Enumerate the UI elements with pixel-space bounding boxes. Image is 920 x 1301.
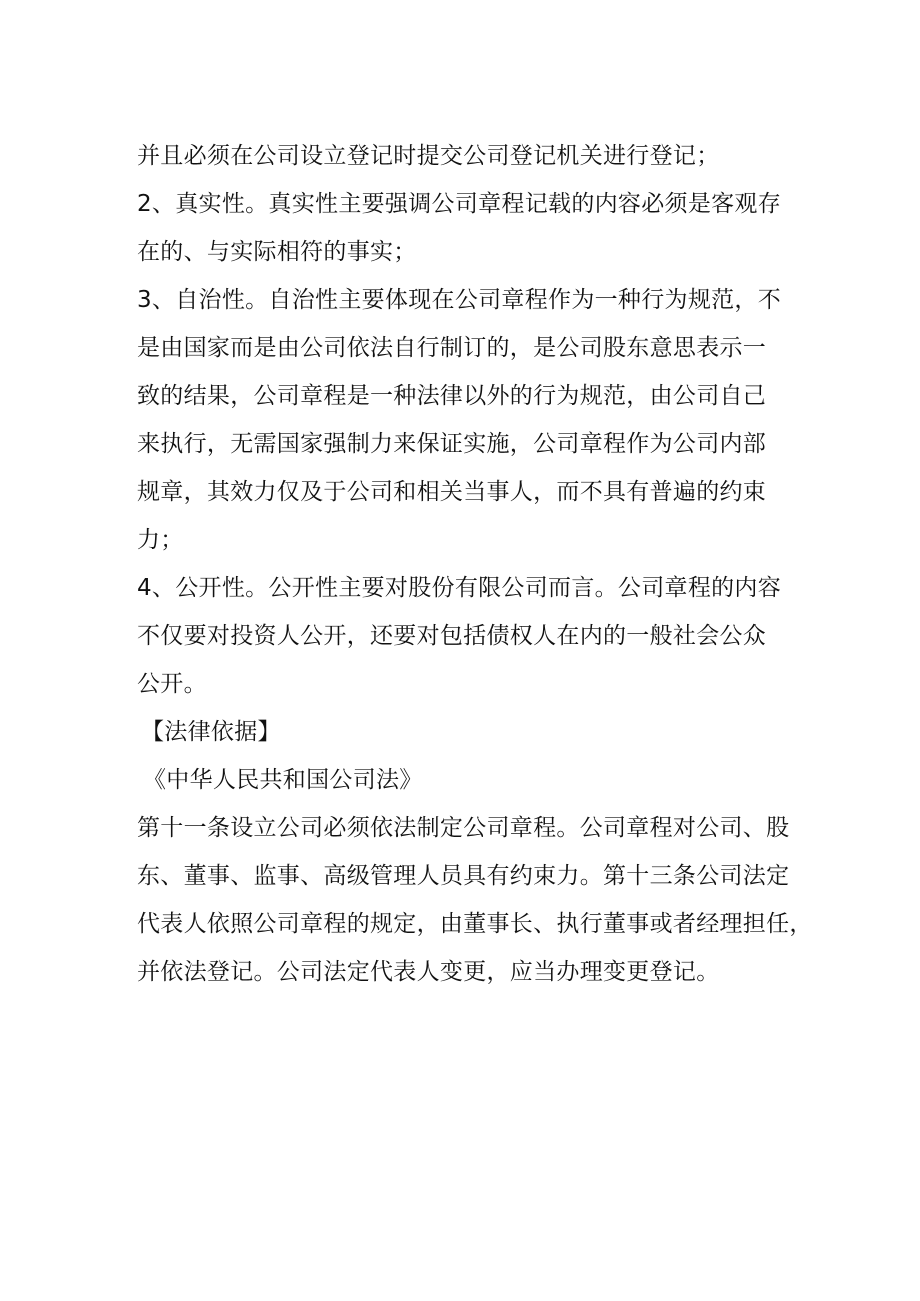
text-line: 不仅要对投资人公开，还要对包括债权人在内的一般社会公众 xyxy=(137,623,767,649)
text-line: 并依法登记。公司法定代表人变更，应当办理变更登记。 xyxy=(137,959,720,985)
text-line: 公开。 xyxy=(137,671,207,697)
text-line: 规章，其效力仅及于公司和相关当事人，而不具有普遍的约束 xyxy=(137,479,767,505)
text-line: 力； xyxy=(137,527,184,553)
text-line: 代表人依照公司章程的规定，由董事长、执行董事或者经理担任， xyxy=(137,911,813,937)
text-line: 东、董事、监事、高级管理人员具有约束力。第十三条公司法定 xyxy=(137,863,790,889)
text-line: 来执行，无需国家强制力来保证实施，公司章程作为公司内部 xyxy=(137,431,767,457)
text-line: 致的结果，公司章程是一种法律以外的行为规范，由公司自己 xyxy=(137,383,767,409)
text-line: 2、真实性。真实性主要强调公司章程记载的内容必须是客观存 xyxy=(137,191,782,217)
law-title: 《中华人民共和国公司法》 xyxy=(143,767,423,793)
text-line: 4、公开性。公开性主要对股份有限公司而言。公司章程的内容 xyxy=(137,575,782,601)
document-body xyxy=(137,132,813,996)
section-heading: 【法律依据】 xyxy=(141,719,281,745)
text-line: 第十一条设立公司必须依法制定公司章程。公司章程对公司、股 xyxy=(137,815,790,841)
text-line: 是由国家而是由公司依法自行制订的，是公司股东意思表示一 xyxy=(137,335,767,361)
text-line: 在的、与实际相符的事实； xyxy=(137,239,417,265)
text-line: 并且必须在公司设立登记时提交公司登记机关进行登记； xyxy=(137,143,720,169)
text-line: 3、自治性。自治性主要体现在公司章程作为一种行为规范，不 xyxy=(137,287,782,313)
